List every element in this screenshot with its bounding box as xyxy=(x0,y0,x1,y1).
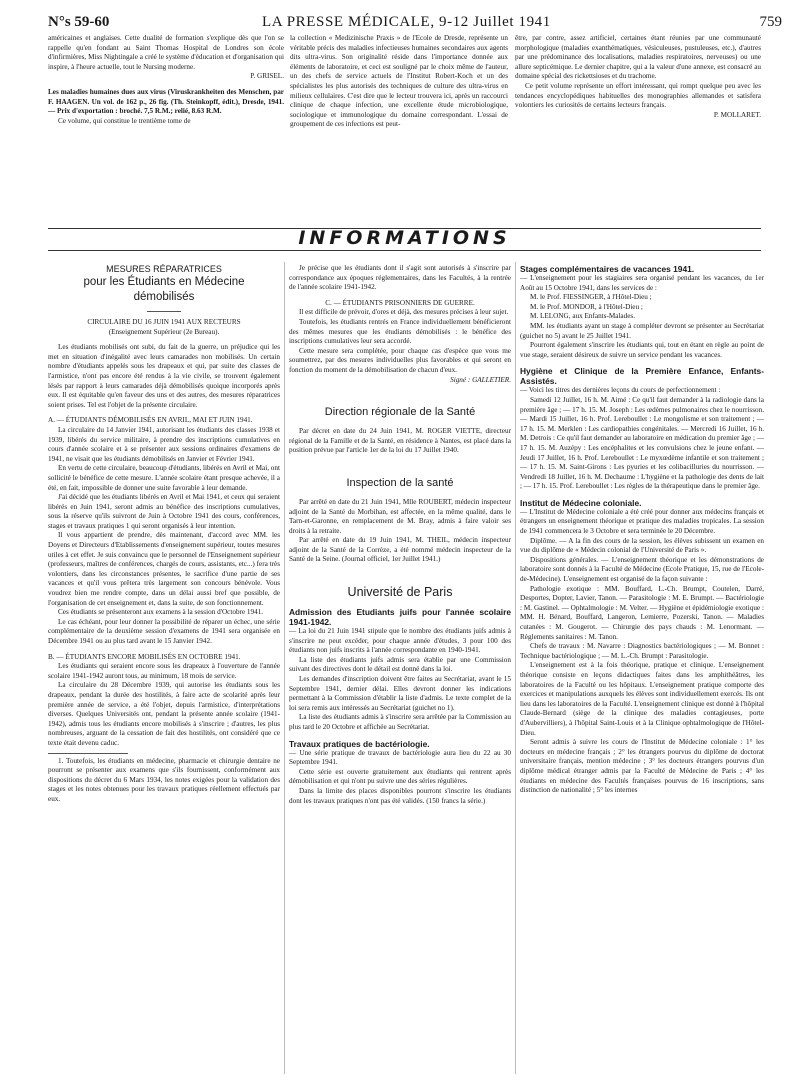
text-paragraph: Les demandes d'inscription doivent être faites au Secrétariat, avant le 15 Septembre 1941, dernier délai. Elles devront donner les indications permettant à la Commission d'établir la liste d'admis. Le texte complet de la loi sera remis aux intéressés au Secrétariat (guichet no 1). xyxy=(289,675,511,712)
column-divider xyxy=(515,262,516,1074)
list-item: M. le Prof. FIESSINGER, à l'Hôtel-Dieu ; xyxy=(530,293,652,302)
text-paragraph: Samedi 12 Juillet, 16 h. M. Aimé : Ce qu'il faut demander à la radiologie dans la première âge ; — 17 h. 15. M. Joseph : Les œdèmes pulmonaires chez le nourrisson. — Mardi 15 Juillet, 16 h. Prof. Lereboullet : Le mongolisme et son traitement ; — 17 h. 15. M. Merklen : Les cardiopathies congénitales. — Mercredi 16 Juillet, 16 h. M. Detrois : Ce qu'il faut demander au laboratoire en médication du premier âge ; — 17 h. 15. M. Auzépy : Les encéphalites et les convulsions chez le jeune enfant. — Jeudi 17 Juillet, 16 h. Prof. Lereboullet : Le myxœdème infantile et son traitement ; — 17 h. 15. M. Saint-Girons : Les pyuries et les colibacilluries du nourrisson. — Vendredi 18 Juillet, 16 h. M. Dechaume : L'hygiène et la pathologie des dents de lait ; — 17 h. 15. Prof. Lereboullet : Les règles de la thérapeutique dans le premier âge. xyxy=(520,395,764,491)
circular-reference: (Enseignement Supérieur (2e Bureau). xyxy=(108,327,220,336)
banner-rule-bottom xyxy=(48,250,761,251)
section-heading: Université de Paris xyxy=(347,585,453,600)
subsection-heading: A. — ÉTUDIANTS DÉMOBILISÉS EN AVRIL, MAI ET JUIN 1941. xyxy=(48,416,253,425)
subsection-heading: Institut de Médecine coloniale. xyxy=(520,497,642,508)
subsection-heading: Stages complémentaires de vacances 1941. xyxy=(520,264,695,274)
author-signature: P. MOLLARET. xyxy=(713,110,761,119)
text-paragraph: américaines et anglaises. Cette dualité de formation s'explique dès que l'on se rappelle qu'en fondant au Saint Thomas Hospital de Londres son école d'infirmières, Miss Nightingale a créé le système d'éducation et d'organisation qui inspire, à l'heure actuelle, tout le Nursing moderne. xyxy=(48,34,284,71)
text-paragraph: Le cas échéant, pour leur donner la possibilité de réparer un échec, une série complémentaire de la deuxième session d'examens de 1941 sera organisée en Décembre 1941 ou au plus tard avant le 15 Janvier 1942. xyxy=(48,617,280,645)
subsection-heading: Admission des Etudiants juifs pour l'année scolaire 1941-1942. xyxy=(289,607,511,628)
text-paragraph: La circulaire du 28 Décembre 1939, qui autorise les étudiants sous les drapeaux, pendant la durée des hostilités, à faire acte de scolarité après leur première année de service, a été l'objet, depuis l'armistice, d'interprétations diverses. Quelques Universités ont, pendant la présente année scolaire (1941-1942), admis tous les étudiants encore mobilisés à s'inscrire ; d'autres, les plus nombreuses, arguant de la cessation de fait des hostilités, ont considéré que ce texte était devenu caduc. xyxy=(48,681,280,747)
text-paragraph: Chefs de travaux : M. Navarre : Diagnostics bactériologiques ; — M. Bonnet : Technique bactériologique ; — M. L.-Ch. Brumpt : Parasitologie. xyxy=(520,642,764,660)
text-paragraph: — Une série pratique de travaux de bactériologie aura lieu du 22 au 30 Septembre 1941. xyxy=(289,748,511,767)
page-header xyxy=(0,0,800,34)
text-paragraph: Dans la limite des places disponibles pourront s'inscrire les étudiants dont les travaux pratiques n'ont pas été validés. (150 francs la série.) xyxy=(289,786,511,805)
text-paragraph: Dispositions générales. — L'enseignement théorique et les démonstrations de laboratoire sont donnés à la Faculté de Médecine (Ecole Pratique, 15, rue de l'Ecole-de-Médecine). L'enseignement est organisé de la façon suivante : xyxy=(520,555,764,584)
section-heading: Inspection de la santé xyxy=(346,476,454,489)
signature: Signé : GALLETIER. xyxy=(450,375,511,384)
text-paragraph: Il est difficile de prévoir, d'ores et déjà, des mesures précises à leur sujet. xyxy=(299,308,509,317)
text-paragraph: la collection « Medizinische Praxis » de l'Ecole de Dresde, représente un véritable précis des maladies infectieuses humaines secondaires aux agents dits ultra-virus. Son originalité réside dans l'importance donnée aux éléments de laboratoire, et ceci est souligné par le choix même de l'auteur, un des chefs de service actuels de l'Institut Robert-Koch et un des spécialistes les plus autorisés des techniques de culture des ultra-virus en milieux cellulaires. C'est dire que le lecteur trouvera ici, après un raccourci clinique de chaque infection, une excellente étude microbiologique, sociologique et immunologique du domaine correspondant. L'essai de groupement de ces infections est peut- xyxy=(290,34,508,129)
text-paragraph: Par décret en date du 24 Juin 1941, M. ROGER VIETTE, directeur régional de la Famille et de la Santé, en résidence à Nantes, est placé dans la position prévue par l'article 1er de la loi du 17 Juillet 1940. xyxy=(289,427,511,455)
text-paragraph: Les étudiants qui seraient encore sous les drapeaux à l'ouverture de l'année scolaire 1941-1942 auront tous, au minimum, 18 mois de service. xyxy=(48,662,280,680)
list-item: M. le Prof. MONDOR, à l'Hôtel-Dieu ; xyxy=(530,302,643,311)
subsection-heading: B. — ÉTUDIANTS ENCORE MOBILISÉS EN OCTOBRE 1941. xyxy=(48,652,241,661)
text-paragraph: Les étudiants mobilisés ont subi, du fait de la guerre, un préjudice qui les met en situation d'inégalité avec leurs camarades non mobilisés. Un certain nombre d'étudiants appelés sous les drapeaux et qui, par suite des classes de l'armistice, n'ont pas encore été rendus à la vie civile, se trouvent également lésés par rapport à leurs camarades déjà démobilisés quoique incorporés après eux. Il est équitable qu'en faveur des uns et des autres, des mesures réparatrices soient prises. Tel est l'objet de la présente circulaire. xyxy=(48,343,280,409)
author-signature: P. GRISEL. xyxy=(250,72,284,81)
text-paragraph: L'enseignement est à la fois théorique, pratique et clinique. L'enseignement théorique consiste en leçons didactiques faites dans les amphithéâtres, les laboratoires de la Faculté ou les hôpitaux. L'enseignement pratique comporte des exercices et manipulations auxquels les élèves sont individuellement exercés. Ils ont lieu dans les laboratoires de la Faculté. L'enseignement clinique est donné à l'hôpital Claude-Bernard (siège de la clinique des maladies contagieuses, porte d'Aubervilliers), à l'hôpital Saint-Louis et à la Clinique ophtalmologique de l'Hôtel-Dieu. xyxy=(520,661,764,737)
text-paragraph: J'ai décidé que les étudiants libérés en Avril et Mai 1941, et ceux qui seraient libérés en Juin 1941, seront admis au bénéfice des inscriptions cumulatives, sous la réserve qu'ils suivront de Juin à Octobre 1941 des cours, conférences, stages et travaux pratiques 1 qui seront organisés à leur intention. xyxy=(48,493,280,530)
top-column-3 xyxy=(515,34,761,120)
informations-banner xyxy=(48,227,761,249)
text-paragraph: — L'Institut de Médecine coloniale a été créé pour donner aux médecins français et étrangers un enseignement théorique et pratique des maladies tropicales. La session de 1941 commencera le 3 Octobre et sera terminée le 20 Décembre. xyxy=(520,507,764,536)
text-paragraph: Toutefois, les étudiants rentrés en France individuellement bénéficieront des mêmes mesures que les étudiants démobilisés : le bénéfice des inscriptions cumulatives leur sera accordé. xyxy=(289,317,511,346)
article-column-2 xyxy=(289,264,511,806)
article-title: pour les Étudiants en Médecine xyxy=(83,276,245,288)
text-paragraph: Diplôme. — A la fin des cours de la session, les élèves subissent un examen en vue du diplôme de « Médecin colonial de l'Université de Paris ». xyxy=(520,536,764,555)
section-title: INFORMATIONS xyxy=(298,227,511,249)
subsection-heading: Travaux pratiques de bactériologie. xyxy=(289,738,430,749)
article-column-1 xyxy=(48,264,280,805)
text-paragraph: Par arrêté en date du 21 Juin 1941, Mlle ROUBERT, médecin inspecteur adjoint de la Santé du Morbihan, est affectée, en la même qualité, dans le Tarn-et-Garonne, en remplacement de M. Bray, admis à faire valoir ses droits à la retraite. xyxy=(289,497,511,535)
article-title: démobilisés xyxy=(133,291,195,303)
list-item: M. LELONG, aux Enfants-Malades. xyxy=(530,312,635,321)
text-paragraph: — Voici les titres des dernières leçons du cours de perfectionnement : xyxy=(520,386,721,395)
article-kicker: MESURES RÉPARATRICES xyxy=(106,264,222,274)
text-paragraph: Pathologie exotique : MM. Bouffard, L.-Ch. Brumpt, Coutelen, Darré, Desportes, Dopter, Lavier, Tanon. — Parasitologie : M. E. Brumpt. — Bactériologie : M. Gastinel. — Ophtalmologie : M. Velter. — Hygiène et épidémiologie exotique : MM. H. Bénard, Bouffard, Langeron, Lemierre, Pozerski, Tanon. — Maladies cutanées : M. Gougerot. — Chirurgie des pays chauds : M. Lenormant. — Règlements sanitaires : M. Tanon. xyxy=(520,584,764,641)
text-paragraph: Pourront également s'inscrire les étudiants qui, tout en étant en règle au point de vue stage, seraient désireux de suivre un service pendant les vacances. xyxy=(520,341,764,359)
text-paragraph: être, par contre, assez artificiel, certaines étant réunies par une communauté morphologique (maladies exanthématiques, vésiculeuses, pustuleuses, etc.), d'autres par une prédominance des localisations, maladies respiratoires, nerveuses) ou une allure septicémique. Le dernier chapitre, qui a la valeur d'une annexe, est consacré au domaine spécial des rickettsioses et du trachome. xyxy=(515,34,761,81)
top-column-1 xyxy=(48,34,284,126)
column-divider xyxy=(284,262,285,1074)
subsection-heading: Hygiène et Clinique de la Première Enfance, Enfants-Assistés. xyxy=(520,366,764,387)
article-column-3 xyxy=(520,264,764,796)
text-paragraph: Cette série est ouverte gratuitement aux étudiants qui rentrent après démobilisation et qui n'ont pu suivre une des séries régulières. xyxy=(289,767,511,786)
text-paragraph: La liste des étudiants juifs admis sera établie par une Commission suivant des directives dont le détail est donné dans la loi. xyxy=(289,655,511,674)
circular-reference: CIRCULAIRE DU 16 JUIN 1941 AUX RECTEURS xyxy=(87,318,241,326)
section-heading: Direction régionale de la Santé xyxy=(324,406,476,419)
text-paragraph: MM. les étudiants ayant un stage à compléter devront se présenter au Secrétariat (guichet no 5) avant le 25 Juillet 1941. xyxy=(520,321,764,340)
divider xyxy=(147,311,181,312)
footnote-rule xyxy=(48,753,128,754)
text-paragraph: En vertu de cette circulaire, beaucoup d'étudiants, libérés en Avril et Mai, ont sollicité le bénéfice de cette mesure. L'année scolaire étant presque achevée, il a été, en fait, impossible de donner une suite favorable à leur demande. xyxy=(48,464,280,492)
footnote: 1. Toutefois, les étudiants en médecine, pharmacie et chirurgie dentaire ne pourront se présenter aux examens que s'ils fournissent, conformément aux dispositions du décret du 6 Mars 1934, les notes exigées pour la validation des stages et les notes obtenues pour les travaux pratiques réellement effectués par eux. xyxy=(48,756,280,803)
journal-running-title: LA PRESSE MÉDICALE, 9-12 Juillet 1941 xyxy=(262,14,551,30)
book-review-heading: Les maladies humaines dues aux virus (Viruskrankheiten des Menschen, par F. HAAGEN. Un vol. de 162 p., 26 fig. (Th. Steinkopff, édit.), Dresde, 1941. — Prix d'exportation : broché. 7,5 R.M.; relié, 8.63 R.M. xyxy=(48,87,284,116)
text-paragraph: — La loi du 21 Juin 1941 stipule que le nombre des étudiants juifs admis à s'inscrire ne peut excéder, pour chaque année d'études, 3 pour 100 des étudiants non juifs inscrits à l'année correspondante en 1940-1941. xyxy=(289,627,511,655)
text-paragraph: Je précise que les étudiants dont il s'agit sont autorisés à s'inscrire par correspondance aux époques réglementaires, dans les Facultés, à la rentrée de l'année scolaire 1941-1942. xyxy=(289,264,511,292)
text-paragraph: Par arrêté en date du 19 Juin 1941, M. THEIL, médecin inspecteur adjoint de la Santé de la Corrèze, a été nommé médecin inspecteur de la Santé de la Seine. (Journal officiel, 1er Juillet 1941.) xyxy=(289,536,511,564)
text-paragraph: Ce volume, qui constitue le trentième tome de xyxy=(58,116,191,125)
page-number: 759 xyxy=(759,14,782,30)
text-paragraph: Seront admis à suivre les cours de l'Institut de Médecine coloniale : 1° les docteurs en médecine français ; 2° les étrangers pourvus du diplôme de doctorat universitaire français, mention médecine ; 3° les docteurs étrangers pourvus d'un diplôme médical étranger admis par la Faculté de Médecine de Paris ; 4° les étudiants en médecine des Facultés françaises pourvus de 16 inscriptions, sans distinction de nationalité ; 5° les internes xyxy=(520,738,764,795)
text-paragraph: Il vous appartient de prendre, dès maintenant, d'accord avec MM. les Doyens et Directeurs d'Etablissements d'enseignement supérieur, toutes mesures utiles à cet effet. Je suis convaincu que le personnel de l'Enseignement supérieur (professeurs, maîtres de conférences, chargés de cours, assistants, etc...) fera très volontiers, dans les circonstances présentes, le sacrifice d'une partie de ses vacances et qu'il vous prêtera très largement son concours bénévole. Vous voudrez bien me rendre compte, dans un délai aussi bref que possible, de l'organisation de cet enseignement et, dans la suite, de son fonctionnement. xyxy=(48,531,280,607)
text-paragraph: Cette mesure sera complétée, pour chaque cas d'espèce que vous me soumettrez, par des mesures individuelles plus favorables et qui seront en fonction du moment de la démobilisation de chacun d'eux. xyxy=(289,346,511,374)
subsection-heading: C. — ÉTUDIANTS PRISONNIERS DE GUERRE. xyxy=(325,298,475,307)
text-paragraph: Ces étudiants se présenteront aux examens à la session d'Octobre 1941. xyxy=(58,608,264,617)
top-column-2 xyxy=(290,34,508,130)
text-paragraph: — L'enseignement pour les stagiaires sera organisé pendant les vacances, du 1er Août au 15 Octobre 1941, dans les services de : xyxy=(520,274,764,292)
text-paragraph: La circulaire du 14 Janvier 1941, autorisant les étudiants des classes 1938 et 1939, libérés du service militaire, à prendre des inscriptions cumulatives en cours d'année scolaire et à se présenter aux sessions ordinaires d'examens de 1941, ne visait que les étudiants démobilisés en Janvier et Février 1941. xyxy=(48,425,280,463)
text-paragraph: Ce petit volume représente un effort intéressant, qui rompt quelque peu avec les tendances encyclopédiques habituelles des monographies allemandes et satisfera volontiers les curiosités de certains lecteurs français. xyxy=(515,81,761,110)
text-paragraph: La liste des étudiants admis à s'inscrire sera arrêtée par la Commission au plus tard le 20 Octobre et affichée au Secrétariat. xyxy=(289,713,511,731)
issue-number: N°s 59-60 xyxy=(48,14,110,30)
